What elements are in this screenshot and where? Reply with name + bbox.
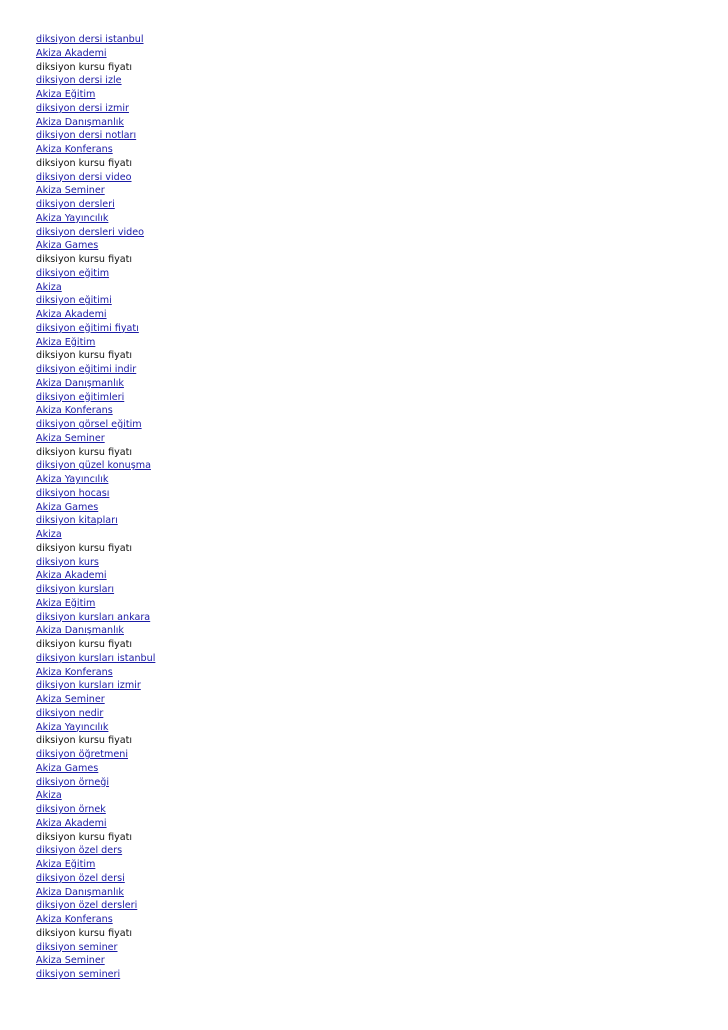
list-item[interactable] — [36, 473, 696, 487]
list-item[interactable] — [36, 47, 696, 61]
list-item[interactable] — [36, 74, 696, 88]
text-link[interactable]: diksiyon örneği — [36, 776, 110, 788]
list-item[interactable] — [36, 143, 696, 157]
list-item[interactable] — [36, 666, 696, 680]
list-item[interactable] — [36, 391, 696, 405]
text-link[interactable]: Akiza Eğitim — [36, 89, 96, 100]
text-link[interactable]: diksiyon kursları istanbul — [36, 652, 156, 664]
text-link[interactable]: Akiza Seminer — [36, 432, 105, 444]
text-link[interactable]: Akiza Konferans — [36, 666, 113, 678]
list-item[interactable] — [36, 88, 696, 102]
list-item[interactable] — [36, 514, 696, 528]
text-link[interactable]: diksiyon dersi istanbul — [36, 34, 144, 45]
text-link[interactable]: diksiyon öğretmeni — [36, 749, 129, 760]
text-link[interactable]: Akiza — [36, 529, 62, 540]
plain-text: diksiyon kursu fiyatı — [36, 831, 133, 843]
text-link[interactable]: Akiza Yayıncılık — [36, 474, 109, 485]
text-link[interactable]: diksiyon dersi izmir — [36, 102, 129, 114]
text-link[interactable]: diksiyon kursları — [36, 584, 115, 595]
list-item[interactable] — [36, 501, 696, 515]
list-item[interactable] — [36, 899, 696, 913]
text-link[interactable]: Akiza Akademi — [36, 570, 107, 582]
list-item — [36, 349, 696, 363]
list-item[interactable] — [36, 418, 696, 432]
list-item[interactable] — [36, 954, 696, 968]
text-link[interactable]: diksiyon eğitimi — [36, 295, 112, 307]
text-link[interactable]: diksiyon dersi video — [36, 171, 132, 183]
text-link[interactable]: diksiyon seminer — [36, 941, 118, 953]
list-item[interactable] — [36, 102, 696, 116]
list-item[interactable] — [36, 116, 696, 130]
list-item[interactable] — [36, 308, 696, 322]
plain-text: diksiyon kursu fiyatı — [36, 639, 133, 650]
plain-text: diksiyon kursu fiyatı — [36, 542, 133, 554]
list-item — [36, 542, 696, 556]
list-item[interactable] — [36, 789, 696, 803]
list-item[interactable] — [36, 459, 696, 473]
list-item[interactable] — [36, 184, 696, 198]
list-item[interactable] — [36, 267, 696, 281]
list-item[interactable] — [36, 941, 696, 955]
list-item[interactable] — [36, 872, 696, 886]
text-link[interactable]: Akiza Akademi — [36, 47, 107, 59]
list-item[interactable] — [36, 198, 696, 212]
text-link[interactable]: Akiza Danışmanlık — [36, 116, 124, 128]
list-item[interactable] — [36, 748, 696, 762]
list-item — [36, 446, 696, 460]
list-item[interactable] — [36, 129, 696, 143]
text-link[interactable]: Akiza Akademi — [36, 309, 107, 320]
list-item[interactable] — [36, 776, 696, 790]
plain-text: diksiyon kursu fiyatı — [36, 735, 133, 747]
text-link[interactable]: Akiza Eğitim — [36, 597, 96, 609]
list-item[interactable] — [36, 597, 696, 611]
text-link[interactable]: Akiza Yayıncılık — [36, 721, 109, 733]
list-item — [36, 831, 696, 845]
text-link[interactable]: diksiyon kursları izmir — [36, 680, 141, 692]
list-item — [36, 157, 696, 171]
list-item[interactable] — [36, 679, 696, 693]
list-item[interactable] — [36, 363, 696, 377]
text-link[interactable]: Akiza Games — [36, 762, 99, 774]
text-link[interactable]: Akiza Akademi — [36, 817, 107, 829]
text-link[interactable]: Akiza Seminer — [36, 955, 105, 967]
list-item[interactable] — [36, 556, 696, 570]
text-link[interactable]: Akiza Yayıncılık — [36, 212, 109, 224]
list-item[interactable] — [36, 844, 696, 858]
text-link[interactable]: diksiyon dersleri — [36, 199, 115, 210]
text-link[interactable]: diksiyon kitapları — [36, 515, 118, 527]
list-item[interactable] — [36, 322, 696, 336]
link-list-page — [36, 33, 696, 982]
list-item[interactable] — [36, 171, 696, 185]
list-item[interactable] — [36, 762, 696, 776]
plain-text: diksiyon kursu fiyatı — [36, 254, 133, 265]
text-link[interactable]: Akiza Danışmanlık — [36, 886, 124, 898]
list-item[interactable] — [36, 803, 696, 817]
list-item[interactable] — [36, 858, 696, 872]
text-link[interactable]: diksiyon eğitimi fiyatı — [36, 322, 139, 334]
list-item[interactable] — [36, 226, 696, 240]
text-link[interactable]: diksiyon özel dersleri — [36, 900, 138, 912]
text-link[interactable]: diksiyon nedir — [36, 707, 104, 719]
list-item[interactable] — [36, 886, 696, 900]
list-item[interactable] — [36, 611, 696, 625]
list-item[interactable] — [36, 721, 696, 735]
text-link[interactable]: Akiza Konferans — [36, 914, 113, 925]
text-link[interactable]: diksiyon kursları ankara — [36, 611, 151, 623]
text-link[interactable]: Akiza Konferans — [36, 144, 113, 155]
list-item[interactable] — [36, 212, 696, 226]
list-item[interactable] — [36, 336, 696, 350]
list-item[interactable] — [36, 377, 696, 391]
text-link[interactable]: diksiyon hocası — [36, 487, 110, 499]
list-item[interactable] — [36, 33, 696, 47]
plain-text: diksiyon kursu fiyatı — [36, 446, 133, 458]
list-item[interactable] — [36, 239, 696, 253]
text-link[interactable]: Akiza Konferans — [36, 405, 113, 417]
text-link[interactable]: diksiyon dersi notları — [36, 130, 137, 142]
plain-text: diksiyon kursu fiyatı — [36, 927, 133, 939]
list-item[interactable] — [36, 583, 696, 597]
list-item[interactable] — [36, 652, 696, 666]
text-link[interactable]: Akiza Danışmanlık — [36, 377, 124, 389]
text-link[interactable]: diksiyon görsel eğitim — [36, 419, 142, 430]
list-item[interactable] — [36, 624, 696, 638]
list-item[interactable] — [36, 281, 696, 295]
list-item — [36, 734, 696, 748]
text-link[interactable]: Akiza Eğitim — [36, 336, 96, 348]
text-link[interactable]: Akiza Seminer — [36, 694, 105, 705]
text-link[interactable]: diksiyon güzel konuşma — [36, 460, 151, 472]
list-item[interactable] — [36, 528, 696, 542]
list-item[interactable] — [36, 569, 696, 583]
text-link[interactable]: Akiza — [36, 281, 62, 293]
list-item[interactable] — [36, 707, 696, 721]
text-link[interactable]: diksiyon dersi izle — [36, 75, 122, 87]
text-link[interactable]: diksiyon eğitimi indir — [36, 364, 137, 375]
text-link[interactable]: Akiza Danışmanlık — [36, 625, 124, 637]
list-item[interactable] — [36, 432, 696, 446]
list-item — [36, 61, 696, 75]
text-link[interactable]: diksiyon özel ders — [36, 845, 123, 857]
text-link[interactable]: diksiyon kurs — [36, 556, 99, 568]
list-item — [36, 253, 696, 267]
text-link[interactable]: diksiyon eğitim — [36, 267, 110, 279]
text-link[interactable]: diksiyon özel dersi — [36, 872, 125, 884]
list-item — [36, 638, 696, 652]
list-item[interactable] — [36, 487, 696, 501]
list-item[interactable] — [36, 817, 696, 831]
text-link[interactable]: diksiyon semineri — [36, 969, 121, 980]
plain-text: diksiyon kursu fiyatı — [36, 350, 133, 362]
text-link[interactable]: diksiyon dersleri video — [36, 226, 145, 238]
list-item[interactable] — [36, 968, 696, 982]
text-link[interactable]: Akiza Eğitim — [36, 859, 96, 870]
list-item[interactable] — [36, 404, 696, 418]
list-item[interactable] — [36, 693, 696, 707]
list-item[interactable] — [36, 294, 696, 308]
text-link[interactable]: diksiyon eğitimleri — [36, 391, 125, 403]
text-link[interactable]: Akiza — [36, 790, 62, 802]
list-item — [36, 927, 696, 941]
text-link[interactable]: diksiyon örnek — [36, 804, 106, 815]
plain-text: diksiyon kursu fiyatı — [36, 157, 133, 169]
list-item[interactable] — [36, 913, 696, 927]
text-link[interactable]: Akiza Games — [36, 240, 99, 252]
plain-text: diksiyon kursu fiyatı — [36, 61, 133, 73]
text-link[interactable]: Akiza Games — [36, 501, 99, 513]
text-link[interactable]: Akiza Seminer — [36, 185, 105, 197]
